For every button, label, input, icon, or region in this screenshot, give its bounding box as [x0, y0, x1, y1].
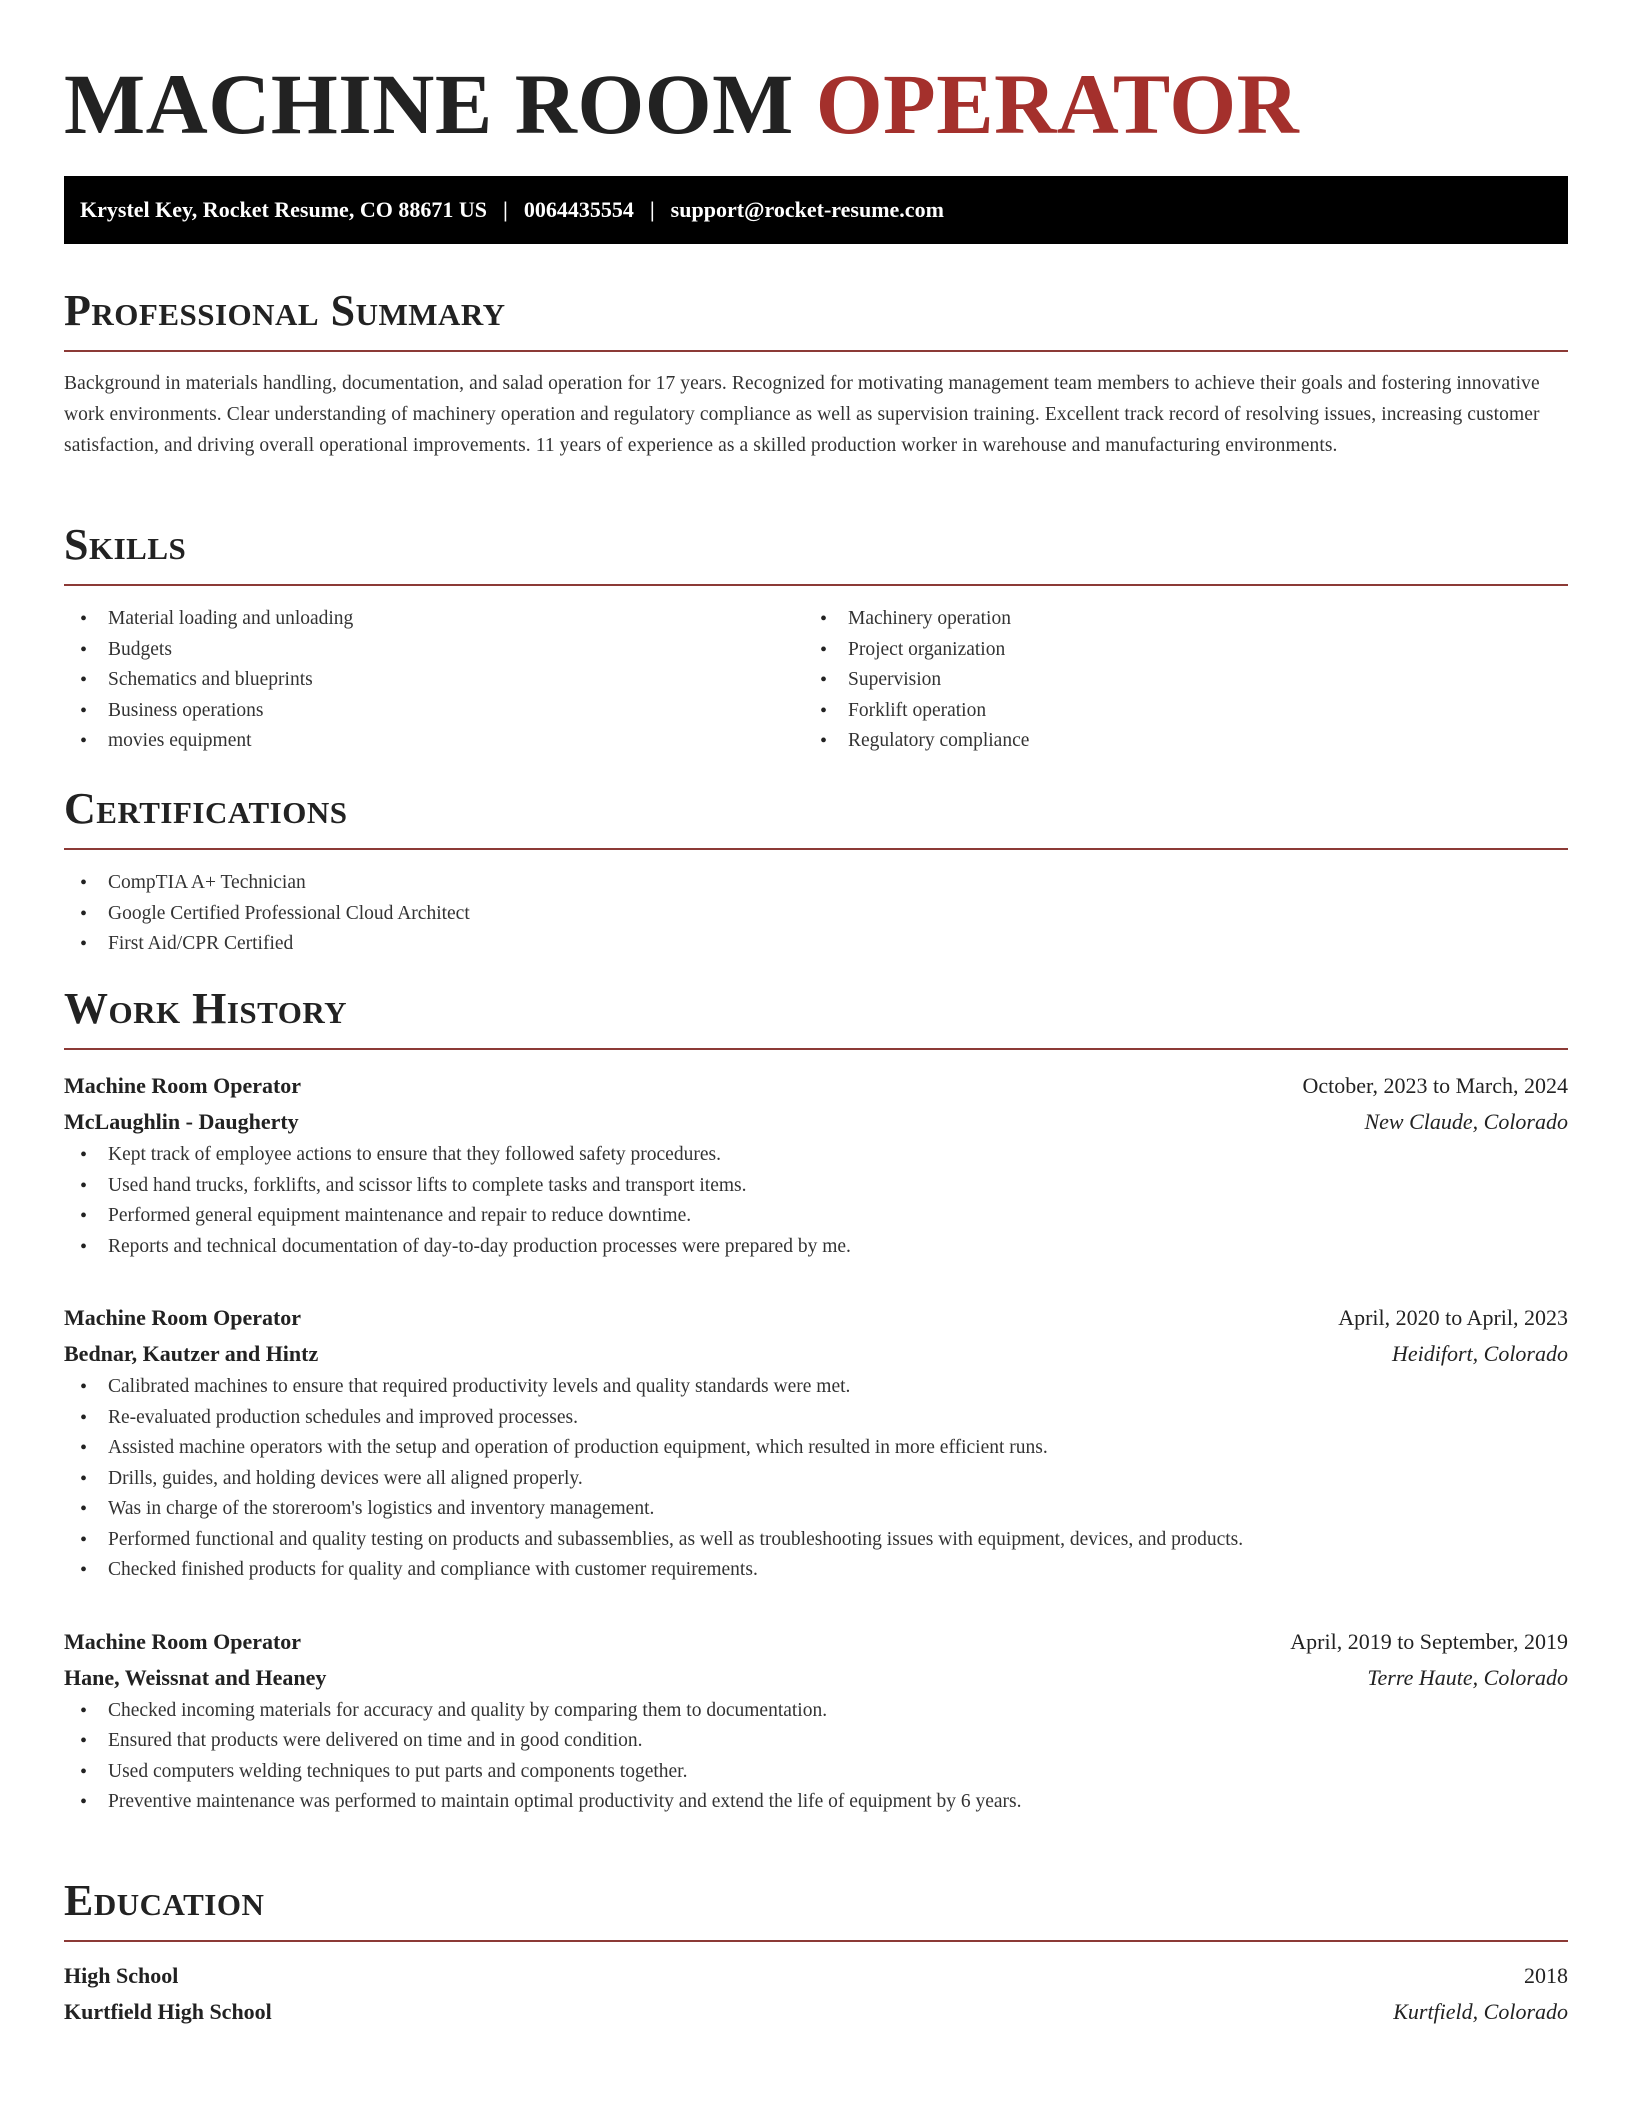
skill-item: • Schematics and blueprints: [64, 665, 804, 696]
skill-item: • Machinery operation: [804, 604, 1544, 635]
section-divider: [64, 350, 1568, 352]
contact-address: Krystel Key, Rocket Resume, CO 88671 US: [80, 197, 487, 222]
job-entry: [64, 1068, 1568, 1262]
skill-item: • Project organization: [804, 635, 1544, 666]
summary-heading: Professional Summary: [64, 286, 506, 335]
certification-item: • First Aid/CPR Certified: [64, 929, 1568, 960]
education-year: 2018: [1524, 1963, 1568, 1988]
job-duty: • Kept track of employee actions to ensure that they followed safety procedures.: [64, 1140, 1568, 1171]
job-duties-list: [64, 1372, 1568, 1586]
skill-item: • Forklift operation: [804, 696, 1544, 727]
skills-heading: Skills: [64, 520, 187, 569]
skills-right-list: [804, 604, 1544, 757]
job-duty: • Ensured that products were delivered on time and in good condition.: [64, 1726, 1568, 1757]
certifications-heading: Certifications: [64, 784, 348, 833]
certification-item: • CompTIA A+ Technician: [64, 868, 1568, 899]
contact-bar: [64, 176, 1568, 244]
resume-title: [64, 58, 1568, 150]
job-duty: • Performed general equipment maintenance and repair to reduce downtime.: [64, 1201, 1568, 1232]
job-entry: [64, 1300, 1568, 1586]
work-history-heading: Work History: [64, 984, 348, 1033]
job-duty: • Assisted machine operators with the setup and operation of production equipment, which resulted in more efficient runs.: [64, 1433, 1568, 1464]
skills-section: [64, 520, 1568, 757]
skill-item: • Business operations: [64, 696, 804, 727]
job-title: Machine Room Operator: [64, 1628, 302, 1654]
skill-item: • Budgets: [64, 635, 804, 666]
education-location: Kurtfield, Colorado: [1393, 1999, 1568, 2024]
job-duties-list: [64, 1696, 1568, 1818]
job-entry: [64, 1624, 1568, 1818]
contact-separator: |: [649, 197, 655, 222]
job-location: Heidifort, Colorado: [1391, 1341, 1568, 1366]
education-heading: Education: [64, 1876, 265, 1925]
title-main: MACHINE ROOM: [64, 56, 794, 152]
skill-item: • Supervision: [804, 665, 1544, 696]
education-section: [64, 1876, 1568, 2030]
job-title: Machine Room Operator: [64, 1073, 302, 1098]
job-duty: • Used computers welding techniques to put parts and components together.: [64, 1757, 1568, 1788]
job-company: Hane, Weissnat and Heaney: [64, 1664, 327, 1690]
job-company: Bednar, Kautzer and Hintz: [64, 1341, 319, 1366]
education-school: Kurtfield High School: [64, 1999, 272, 2024]
job-company: McLaughlin - Daugherty: [64, 1109, 299, 1134]
job-duty: • Checked incoming materials for accuracy and quality by comparing them to documentation.: [64, 1696, 1568, 1727]
job-location: Terre Haute, Colorado: [1367, 1664, 1568, 1690]
certifications-section: [64, 784, 1568, 960]
job-duty: • Drills, guides, and holding devices were all aligned properly.: [64, 1464, 1568, 1495]
section-divider: [64, 1940, 1568, 1942]
job-duty: • Re-evaluated production schedules and improved processes.: [64, 1403, 1568, 1434]
job-duty: • Calibrated machines to ensure that required productivity levels and quality standards were met.: [64, 1372, 1568, 1403]
title-accent: OPERATOR: [815, 56, 1300, 152]
certification-item: • Google Certified Professional Cloud Architect: [64, 899, 1568, 930]
job-duty: • Used hand trucks, forklifts, and scissor lifts to complete tasks and transport items.: [64, 1171, 1568, 1202]
job-title: Machine Room Operator: [64, 1305, 302, 1330]
job-dates: April, 2019 to September, 2019: [1290, 1628, 1568, 1654]
contact-email: support@rocket-resume.com: [670, 197, 944, 222]
section-divider: [64, 584, 1568, 586]
work-history-section: [64, 984, 1568, 1818]
job-location: New Claude, Colorado: [1364, 1109, 1568, 1134]
summary-section: [64, 286, 1568, 461]
job-duty: • Reports and technical documentation of day-to-day production processes were prepared by me.: [64, 1232, 1568, 1263]
job-dates: April, 2020 to April, 2023: [1338, 1305, 1568, 1330]
contact-separator: |: [502, 197, 508, 222]
job-duty: • Was in charge of the storeroom's logistics and inventory management.: [64, 1494, 1568, 1525]
skill-item: • Material loading and unloading: [64, 604, 804, 635]
job-dates: October, 2023 to March, 2024: [1302, 1073, 1568, 1098]
contact-phone: 0064435554: [523, 197, 634, 222]
section-divider: [64, 1048, 1568, 1050]
education-degree: High School: [64, 1963, 179, 1988]
summary-text: Background in materials handling, documentation, and salad operation for 17 years. Recognized for motivating management team members to achieve their goals and fostering innovative work environments. Clear understanding of machinery operation and regulatory compliance as well as supervision training. Excellent track record of resolving issues, increasing customer satisfaction, and driving overall operational improvements. 11 years of experience as a skilled production worker in warehouse and manufacturing environments.: [64, 373, 1540, 456]
skills-left-list: [64, 604, 804, 757]
skill-item: • Regulatory compliance: [804, 726, 1544, 757]
education-entry: [64, 1958, 1568, 2030]
job-duties-list: [64, 1140, 1568, 1262]
certifications-list: [64, 868, 1568, 960]
job-duty: • Checked finished products for quality and compliance with customer requirements.: [64, 1555, 1568, 1586]
job-duty: • Performed functional and quality testing on products and subassemblies, as well as troubleshooting issues with equipment, devices, and products.: [64, 1525, 1568, 1556]
resume-page: [64, 0, 1568, 2024]
section-divider: [64, 848, 1568, 850]
skill-item: • movies equipment: [64, 726, 804, 757]
job-duty: • Preventive maintenance was performed to maintain optimal productivity and extend the life of equipment by 6 years.: [64, 1787, 1568, 1818]
